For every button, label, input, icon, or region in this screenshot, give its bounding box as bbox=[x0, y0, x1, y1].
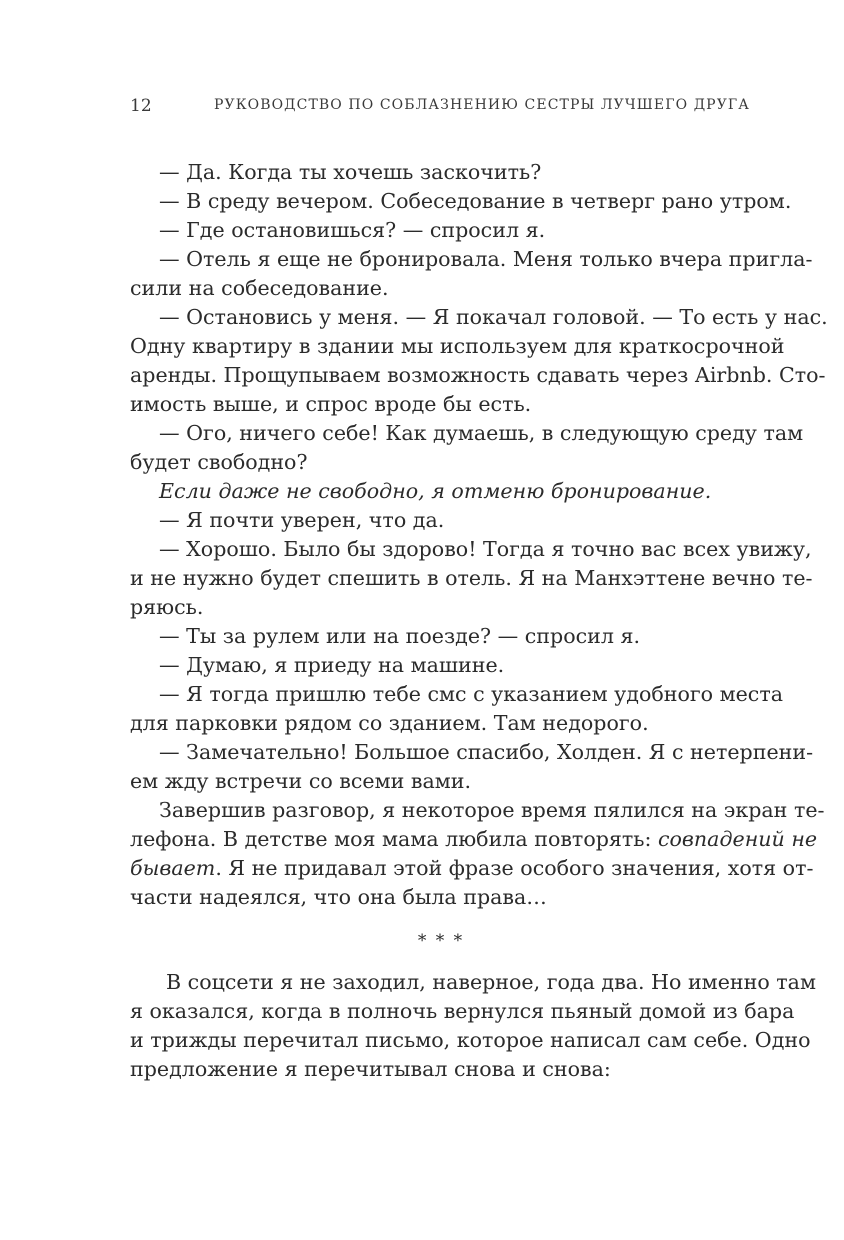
text-line bbox=[130, 825, 818, 854]
text-line: будет свободно? bbox=[130, 450, 308, 474]
text-line: — Остановись у меня. — Я покачал головой. — То есть у нас. bbox=[159, 305, 828, 329]
text-line: — Замечательно! Большое спасибо, Холден. Я с нетерпени- bbox=[159, 740, 814, 764]
text-line: Одну квартиру в здании мы используем для краткосрочной bbox=[130, 334, 785, 358]
text-line: для парковки рядом со зданием. Там недорого. bbox=[130, 711, 649, 735]
text-line: — Я почти уверен, что да. bbox=[159, 508, 445, 532]
text-line: предложение я перечитывал снова и снова: bbox=[130, 1057, 611, 1081]
text-line: — Ого, ничего себе! Как думаешь, в следующую среду там bbox=[159, 421, 804, 445]
text-line: и не нужно будет спешить в отель. Я на Манхэттене вечно те- bbox=[130, 566, 813, 590]
italic-phrase: совпадений не bbox=[658, 827, 818, 851]
text-line: сили на собеседование. bbox=[130, 276, 389, 300]
text-line bbox=[130, 854, 814, 883]
text-line: аренды. Прощупываем возможность сдавать через Airbnb. Сто- bbox=[130, 363, 826, 387]
text-line: я оказался, когда в полночь вернулся пьяный домой из бара bbox=[130, 999, 795, 1023]
text-line: ем жду встречи со всеми вами. bbox=[130, 769, 472, 793]
text-line: и трижды перечитал письмо, которое написал сам себе. Одно bbox=[130, 1028, 811, 1052]
running-title: РУКОВОДСТВО ПО СОБЛАЗНЕНИЮ СЕСТРЫ ЛУЧШЕГО ДРУГА bbox=[213, 97, 750, 113]
text-line: — Думаю, я приеду на машине. bbox=[159, 653, 505, 677]
text-line: — В среду вечером. Собеседование в четверг рано утром. bbox=[159, 189, 792, 213]
text-line: имость выше, и спрос вроде бы есть. bbox=[130, 392, 532, 416]
text-line: — Хорошо. Было бы здорово! Тогда я точно вас всех увижу, bbox=[159, 537, 812, 561]
text-line: ряюсь. bbox=[130, 595, 204, 619]
page-number: 12 bbox=[130, 96, 152, 116]
italic-thought: Если даже не свободно, я отменю бронирование. bbox=[159, 479, 712, 503]
italic-phrase: бывает bbox=[130, 856, 216, 880]
text-line: Завершив разговор, я некоторое время пялился на экран те- bbox=[159, 798, 825, 822]
text-line: — Где остановишься? — спросил я. bbox=[159, 218, 546, 242]
text-line: части надеялся, что она была права… bbox=[130, 885, 547, 909]
text-line: — Да. Когда ты хочешь заскочить? bbox=[159, 160, 542, 184]
text-run: . Я не придавал этой фразе особого значения, хотя от- bbox=[215, 856, 814, 880]
text-line: В соцсети я не заходил, наверное, года два. Но именно там bbox=[166, 970, 816, 994]
text-line: — Отель я еще не бронировала. Меня только вчера пригла- bbox=[159, 247, 813, 271]
text-line: — Ты за рулем или на поезде? — спросил я. bbox=[159, 624, 641, 648]
body-text bbox=[130, 158, 828, 1084]
text-line: — Я тогда пришлю тебе смс с указанием удобного места bbox=[159, 682, 784, 706]
text-line bbox=[130, 477, 752, 506]
section-separator: * * * bbox=[417, 931, 465, 951]
text-run: лефона. В детстве моя мама любила повторять: bbox=[130, 827, 652, 851]
